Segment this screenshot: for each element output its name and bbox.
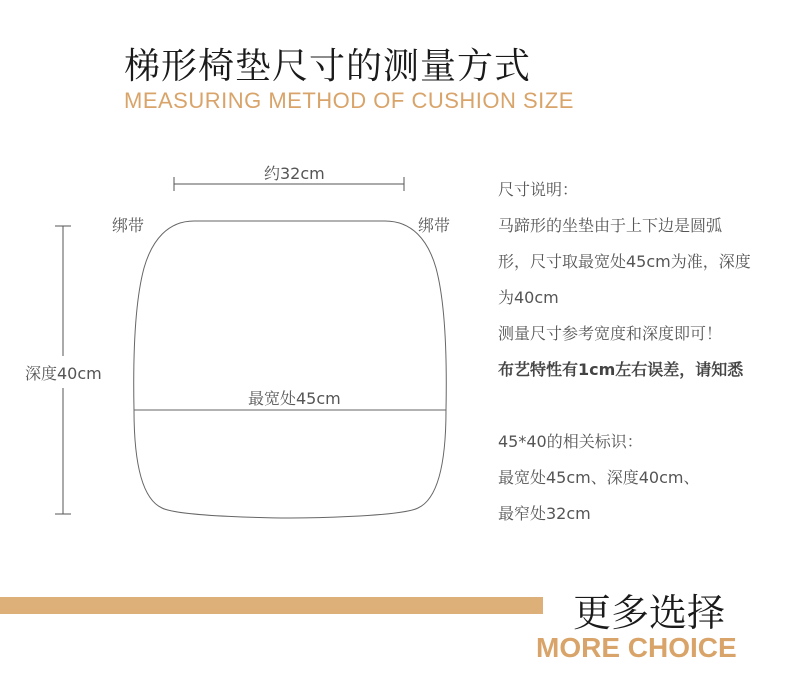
notes-line: 45*40的相关标识： [498,432,643,451]
widest-label: 最宽处45cm [248,389,341,408]
notes-spacer [498,388,751,424]
notes-line: 马蹄形的坐垫由于上下边是圆弧 [498,216,723,235]
strap-left-label: 绑带 [112,216,145,235]
size-notes [498,172,751,532]
top-width-label: 约32cm [264,164,325,183]
notes-warning: 布艺特性有1cm左右误差，请知悉 [498,360,744,379]
depth-label: 深度40cm [25,364,102,383]
more-choice-title: 更多选择 [573,591,726,635]
notes-line: 测量尺寸参考宽度和深度即可！ [498,324,723,343]
notes-line: 最宽处45cm、深度40cm、 [498,468,700,487]
cushion-outline [134,221,447,518]
notes-heading: 尺寸说明： [498,180,579,199]
page-subtitle: MEASURING METHOD OF CUSHION SIZE [124,88,574,113]
notes-line: 形，尺寸取最宽处45cm为准，深度 [498,252,751,271]
page-title: 梯形椅垫尺寸的测量方式 [124,46,532,87]
notes-line: 最窄处32cm [498,504,591,523]
accent-bar [0,597,543,614]
more-choice-subtitle: MORE CHOICE [536,632,737,663]
strap-right-label: 绑带 [418,216,451,235]
notes-line: 为40cm [498,288,559,307]
